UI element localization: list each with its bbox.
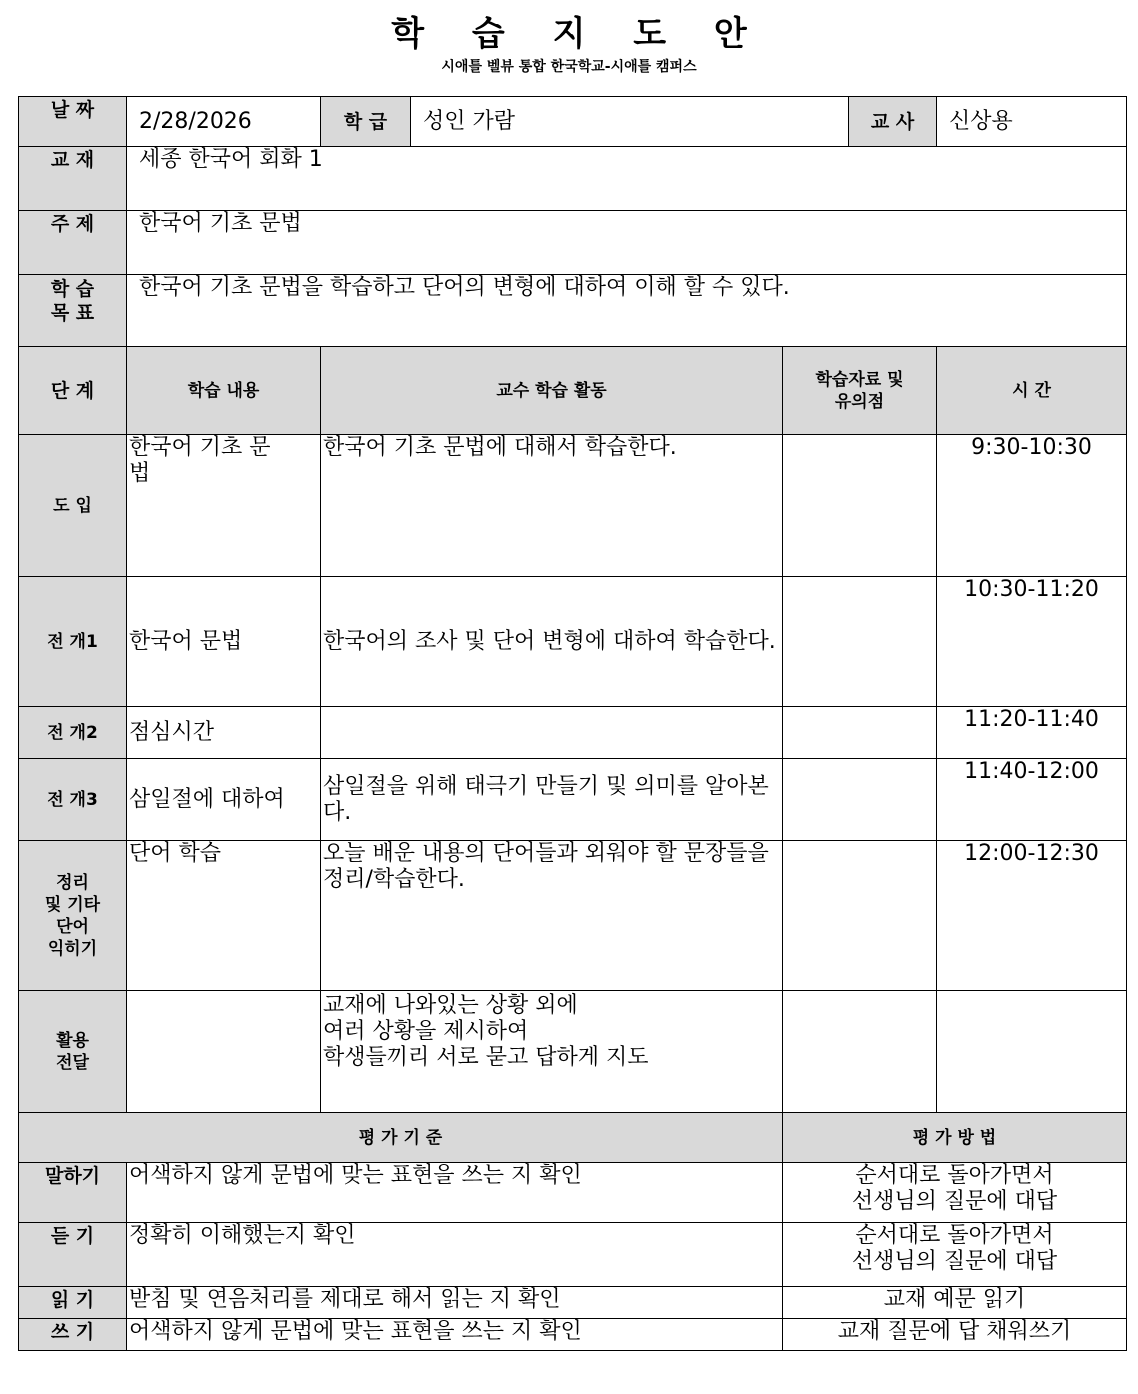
method-text <box>783 1223 1127 1287</box>
class-label: 학 급 <box>321 97 411 147</box>
materials-header-line-2: 유의점 <box>834 391 885 412</box>
info-row <box>19 97 1127 147</box>
stage-activity <box>321 707 783 759</box>
stage-activity-line: 여러 상황을 제시하여 <box>323 1019 529 1044</box>
stage-activity-line: 학생들끼리 서로 묻고 답하게 지도 <box>323 1045 649 1070</box>
materials-header-line-1: 학습자료 및 <box>815 369 904 390</box>
evaluation-row <box>19 1319 1127 1351</box>
stage-label: 전 개1 <box>19 577 127 707</box>
stage-activity <box>321 991 783 1113</box>
stage-row <box>19 435 1127 577</box>
stage-label-line: 정리 <box>56 872 89 893</box>
stage-label-line: 활용 <box>56 1030 89 1051</box>
method-text: 교재 질문에 답 채워쓰기 <box>783 1319 1127 1351</box>
stage-activity: 오늘 배운 내용의 단어들과 외워야 할 문장들을 정리/학습한다. <box>321 841 783 991</box>
materials-header <box>783 347 937 435</box>
stage-content: 한국어 문법 <box>127 577 321 707</box>
date-value: 2/28/2026 <box>127 97 321 147</box>
stage-row <box>19 707 1127 759</box>
stage-time: 11:40-12:00 <box>937 759 1127 841</box>
evaluation-row <box>19 1223 1127 1287</box>
class-value: 성인 가람 <box>411 97 849 147</box>
method-header: 평 가 방 법 <box>783 1113 1127 1163</box>
skill-label: 읽 기 <box>19 1287 127 1319</box>
activity-header: 교수 학습 활동 <box>321 347 783 435</box>
topic-row <box>19 211 1127 275</box>
method-line: 선생님의 질문에 대답 <box>851 1189 1058 1214</box>
criteria-header: 평 가 기 준 <box>19 1113 783 1163</box>
method-text <box>783 1163 1127 1223</box>
stage-time <box>937 991 1127 1113</box>
topic-value: 한국어 기초 문법 <box>127 211 1127 275</box>
method-line: 선생님의 질문에 대답 <box>851 1249 1058 1274</box>
goal-label <box>19 275 127 347</box>
method-line: 순서대로 돌아가면서 <box>855 1163 1054 1188</box>
stage-materials <box>783 841 937 991</box>
stage-label-line: 단어 <box>56 916 89 937</box>
criteria-text: 어색하지 않게 문법에 맞는 표현을 쓰는 지 확인 <box>127 1163 783 1223</box>
stage-activity: 삼일절을 위해 태극기 만들기 및 의미를 알아본다. <box>321 759 783 841</box>
stage-activity: 한국어의 조사 및 단어 변형에 대하여 학습한다. <box>321 577 783 707</box>
time-header: 시 간 <box>937 347 1127 435</box>
stage-content: 단어 학습 <box>127 841 321 991</box>
textbook-label: 교 재 <box>19 147 127 211</box>
stage-content: 점심시간 <box>127 707 321 759</box>
teacher-label: 교 사 <box>849 97 937 147</box>
stage-header: 단 계 <box>19 347 127 435</box>
skill-label: 쓰 기 <box>19 1319 127 1351</box>
stage-content: 한국어 기초 문법 <box>127 435 321 577</box>
stage-time: 11:20-11:40 <box>937 707 1127 759</box>
evaluation-row <box>19 1163 1127 1223</box>
evaluation-row <box>19 1287 1127 1319</box>
stage-label-line: 전달 <box>56 1052 89 1073</box>
teacher-value: 신상용 <box>937 97 1127 147</box>
stage-time: 9:30-10:30 <box>937 435 1127 577</box>
stage-label-line: 및 기타 <box>44 894 101 915</box>
stage-content <box>127 991 321 1113</box>
stage-time: 10:30-11:20 <box>937 577 1127 707</box>
lesson-plan-table <box>18 96 1127 1351</box>
evaluation-header-row <box>19 1113 1127 1163</box>
plan-header-row <box>19 347 1127 435</box>
stage-content: 삼일절에 대하여 <box>127 759 321 841</box>
stage-materials <box>783 435 937 577</box>
stage-label: 전 개3 <box>19 759 127 841</box>
method-text: 교재 예문 읽기 <box>783 1287 1127 1319</box>
school-name: 시애틀 벨뷰 통합 한국학교-시애틀 캠퍼스 <box>441 59 697 75</box>
stage-row <box>19 577 1127 707</box>
stage-label: 도 입 <box>19 435 127 577</box>
stage-activity-line: 교재에 나와있는 상황 외에 <box>323 993 578 1018</box>
skill-label: 듣 기 <box>19 1223 127 1287</box>
stage-materials <box>783 759 937 841</box>
date-label: 날 짜 <box>19 97 127 147</box>
stage-row <box>19 841 1127 991</box>
textbook-row <box>19 147 1127 211</box>
content-header: 학습 내용 <box>127 347 321 435</box>
skill-label: 말하기 <box>19 1163 127 1223</box>
stage-time: 12:00-12:30 <box>937 841 1127 991</box>
textbook-value: 세종 한국어 회화 1 <box>127 147 1127 211</box>
stage-materials <box>783 991 937 1113</box>
stage-label <box>19 991 127 1113</box>
criteria-text: 정확히 이해했는지 확인 <box>127 1223 783 1287</box>
stage-row <box>19 991 1127 1113</box>
stage-label-line: 익히기 <box>47 938 98 959</box>
stage-row <box>19 759 1127 841</box>
criteria-text: 어색하지 않게 문법에 맞는 표현을 쓰는 지 확인 <box>127 1319 783 1351</box>
criteria-text: 받침 및 연음처리를 제대로 해서 읽는 지 확인 <box>127 1287 783 1319</box>
stage-label: 전 개2 <box>19 707 127 759</box>
goal-label-line-1: 학 습 <box>50 278 95 300</box>
stage-materials <box>783 707 937 759</box>
stage-materials <box>783 577 937 707</box>
page-title: 학 습 지 도 안 <box>391 14 765 54</box>
method-line: 순서대로 돌아가면서 <box>855 1223 1054 1248</box>
topic-label: 주 제 <box>19 211 127 275</box>
stage-activity: 한국어 기초 문법에 대해서 학습한다. <box>321 435 783 577</box>
stage-label <box>19 841 127 991</box>
goal-label-line-2: 목 표 <box>50 302 95 324</box>
goal-value: 한국어 기초 문법을 학습하고 단어의 변형에 대하여 이해 할 수 있다. <box>127 275 1127 347</box>
goal-row <box>19 275 1127 347</box>
